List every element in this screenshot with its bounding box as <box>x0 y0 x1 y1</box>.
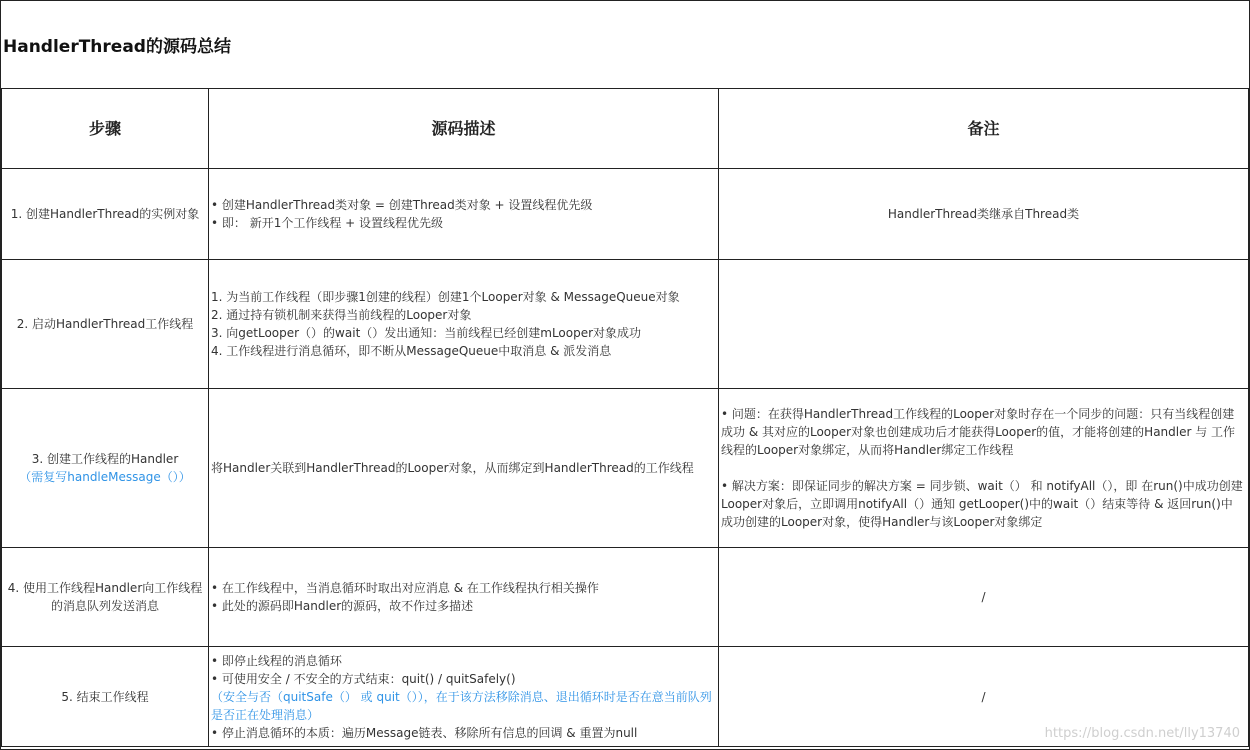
desc-line: • 即停止线程的消息循环 <box>211 653 342 668</box>
desc-line: • 此处的源码即Handler的源码，故不作过多描述 <box>211 599 474 613</box>
summary-table <box>0 89 1249 747</box>
step-label: 5. 结束工作线程 <box>61 689 149 704</box>
row3-step <box>0 389 209 548</box>
desc-note: （安全与否（quitSafe（） 或 quit（）），在于该方法移除消息、退出循环时是否在意当前队列是否正在处理消息） <box>211 689 712 722</box>
desc-line: 4. 工作线程进行消息循环，即不断从MessageQueue中取消息 & 派发消息 <box>211 344 612 358</box>
desc-line: • 创建HandlerThread类对象 = 创建Thread类对象 + 设置线程优先级 <box>211 198 593 212</box>
step-label: 1. 创建HandlerThread的实例对象 <box>10 207 200 221</box>
row1-step <box>0 169 209 260</box>
header-note: 备注 <box>719 89 1249 169</box>
row5-desc <box>209 647 719 747</box>
step-note: （需复写handleMessage（）） <box>19 470 191 484</box>
row3-note <box>719 389 1249 548</box>
desc-line: 2. 通过持有锁机制来获得当前线程的Looper对象 <box>211 308 472 322</box>
note-text: / <box>981 689 986 704</box>
desc-line: 3. 向getLooper（）的wait（）发出通知：当前线程已经创建mLooper对象成功 <box>211 326 642 340</box>
row4-desc <box>209 548 719 647</box>
desc-line: • 在工作线程中，当消息循环时取出对应消息 & 在工作线程执行相关操作 <box>211 581 599 595</box>
desc-line: • 即： 新开1个工作线程 + 设置线程优先级 <box>211 216 444 230</box>
row2-step <box>0 260 209 389</box>
desc-line: • 可使用安全 / 不安全的方式结束：quit() / quitSafely() <box>211 671 516 686</box>
note-solution: • 解决方案：即保证同步的解决方案 = 同步锁、wait（） 和 notifyAll（），即 在run()中成功创建Looper对象后，立即调用notifyAll（）通知 getLooper()中的wait（）结束等待 & 返回run()中成功创建的Looper对象，使得Handler与该Looper对象绑定 <box>721 479 1243 529</box>
header-step: 步骤 <box>0 89 209 169</box>
step-label: 2. 启动HandlerThread工作线程 <box>16 317 194 331</box>
row4-note <box>719 548 1249 647</box>
note-problem: • 问题：在获得HandlerThread工作线程的Looper对象时存在一个同步的问题：只有当线程创建成功 & 其对应的Looper对象也创建成功后才能获得Looper的值，才能将创建的Handler 与 工作线程的Looper对象绑定，从而将Handler绑定工作线程 <box>721 407 1236 457</box>
step-label: 4. 使用工作线程Handler向工作线程的消息队列发送消息 <box>7 581 203 613</box>
header-desc: 源码描述 <box>209 89 719 169</box>
paragraph-gap <box>721 459 1244 477</box>
row4-step <box>0 548 209 647</box>
row1-note <box>719 169 1249 260</box>
desc-line: 将Handler关联到HandlerThread的Looper对象，从而绑定到HandlerThread的工作线程 <box>211 461 694 475</box>
page-title: HandlerThread的源码总结 <box>3 36 231 57</box>
note-text: / <box>981 590 986 604</box>
watermark: https://blog.csdn.net/lly13740 <box>1044 726 1240 741</box>
desc-line: • 停止消息循环的本质：遍历Message链表、移除所有信息的回调 & 重置为null <box>211 725 638 740</box>
row2-desc <box>209 260 719 389</box>
row3-desc <box>209 389 719 548</box>
row2-note <box>719 260 1249 389</box>
note-text: HandlerThread类继承自Thread类 <box>887 207 1080 221</box>
row5-step <box>0 647 209 747</box>
step-label: 3. 创建工作线程的Handler <box>31 452 179 466</box>
desc-line: 1. 为当前工作线程（即步骤1创建的线程）创建1个Looper对象 & MessageQueue对象 <box>211 290 680 304</box>
title-row <box>0 0 1249 89</box>
row1-desc <box>209 169 719 260</box>
